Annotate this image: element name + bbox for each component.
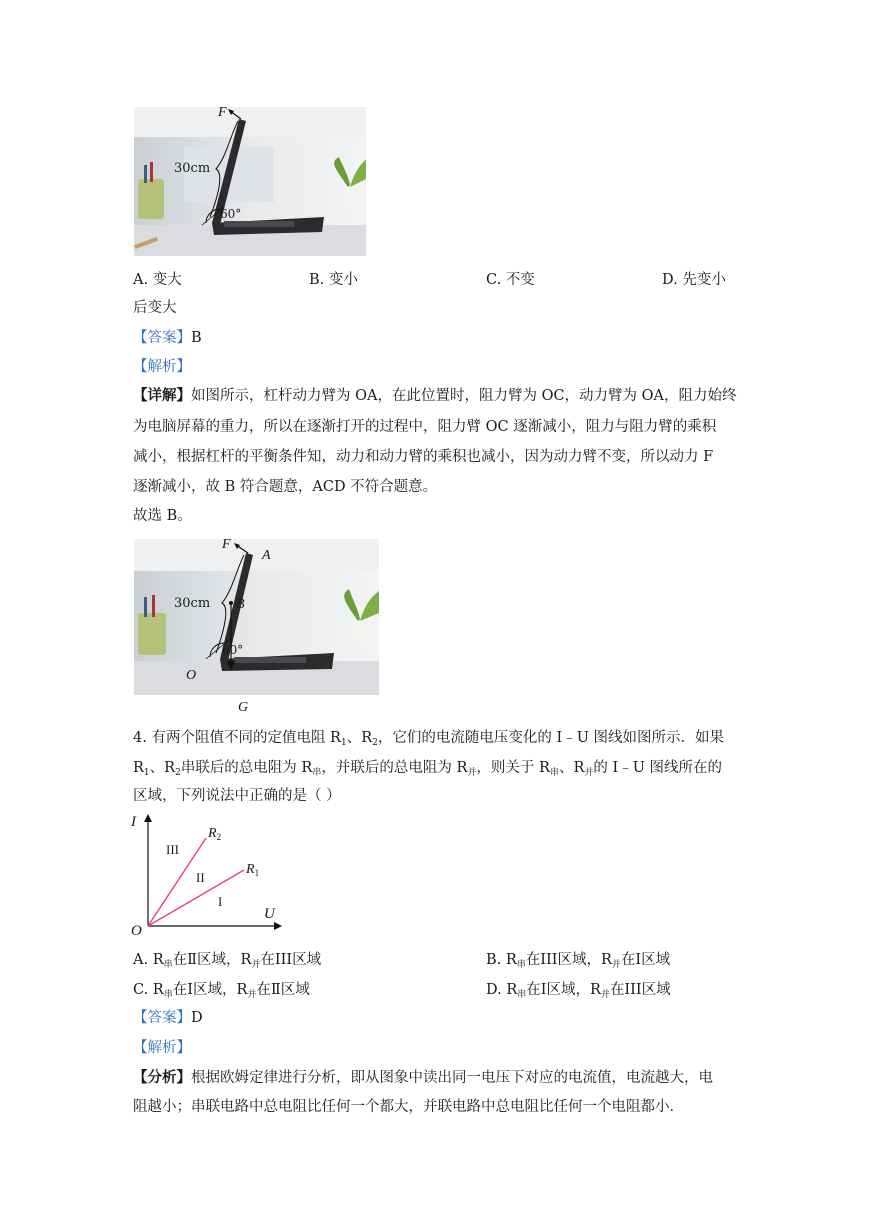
answer-value: B: [191, 330, 202, 346]
q4-answer-value: D: [191, 1010, 203, 1026]
q4-option-b: B. $R_串$在III区域，$R_并$在Ⅰ区域: [486, 952, 671, 970]
y-axis-label: I: [131, 814, 136, 830]
detail-tag: 【详解】: [133, 387, 191, 404]
iu-graph: [128, 812, 288, 942]
origin-label: O: [131, 923, 142, 939]
q4-analysis-label: 【分析】: [133, 1069, 191, 1086]
laptop-photo-2: [134, 539, 379, 721]
q4-analysis-line-2: 阻越小；串联电路中总电阻比任何一个都大，并联电路中总电阻比任何一个电阻都小．: [133, 1099, 684, 1115]
r1-label: $R_1$: [246, 862, 260, 878]
q4-analysis-line-1: 【分析】根据欧姆定律进行分析，即从图象中读出同一电压下对应的电流值，电流越大，电: [133, 1069, 713, 1086]
option-a: A. 变大: [133, 272, 182, 288]
angle-label-2: 60°: [222, 643, 244, 657]
analysis-tag: 【解析】: [133, 359, 191, 375]
force-label-2: F: [222, 537, 231, 552]
detail-line-3: 减小，根据杠杆的平衡条件知，动力和动力臂的乘积也减小，因为动力臂不变，所以动力 F: [133, 449, 714, 465]
detail-line-4: 逐渐减小，故 B 符合题意，ACD 不符合题意。: [133, 479, 438, 495]
r2-label: $R_2$: [208, 826, 222, 842]
x-axis-arrow: [274, 922, 282, 930]
q4-answer-tag: 【答案】: [133, 1010, 191, 1026]
detail-line-1: 【详解】如图所示，杠杆动力臂为 OA，在此位置时，阻力臂为 OC，动力臂为 OA，阻力始终: [133, 387, 737, 404]
x-axis-label: U: [264, 906, 275, 922]
q4-answer-line: [133, 1008, 203, 1028]
length-label: 30cm: [174, 161, 211, 176]
angle-label: 60°: [220, 207, 242, 221]
point-o-label: O: [186, 668, 197, 683]
force-label: F: [218, 107, 227, 120]
q4-line-2: $R_1$、$R_2$串联后的总电阻为 $R_串$，并联后的总电阻为 $R_并$，则关于 $R_串$、$R_并$的 I﹣U 图线所在的: [133, 760, 723, 778]
length-label-2: 30cm: [174, 596, 211, 611]
region-2-label: II: [196, 870, 205, 885]
option-b: B. 变小: [309, 272, 358, 288]
option-c: C. 不变: [486, 272, 535, 288]
point-b-label: B: [236, 597, 245, 612]
q4-analysis-tag: 【解析】: [133, 1040, 191, 1056]
option-d: D. 先变小: [662, 272, 726, 288]
region-1-label: I: [218, 894, 223, 909]
gravity-label: G: [238, 700, 249, 715]
answer-line: [133, 328, 202, 348]
region-3-label: III: [166, 842, 179, 857]
q4-option-c: C. $R_串$在Ⅰ区域，$R_并$在Ⅱ区域: [133, 982, 310, 1000]
laptop-photo-1: [134, 107, 366, 256]
y-axis-arrow: [144, 814, 152, 822]
q4-line-1: 4. 有两个阻值不同的定值电阻 $R_1$、$R_2$，它们的电流随电压变化的 I﹣U 图线如图所示．如果: [133, 730, 725, 748]
detail-line-2: 为电脑屏幕的重力，所以在逐渐打开的过程中，阻力臂 OC 逐渐减小，阻力与阻力臂的乘积: [133, 419, 717, 435]
detail-line-5: 故选 B。: [133, 508, 192, 524]
option-d-continuation: 后变大: [133, 300, 177, 316]
point-a-label: A: [262, 548, 271, 563]
q4-option-a: A. $R_串$在Ⅱ区域，$R_并$在III区域: [133, 952, 322, 970]
q4-line-3: 区域，下列说法中正确的是（ ）: [133, 788, 341, 804]
answer-tag: 【答案】: [133, 330, 191, 346]
q4-option-d: D. $R_串$在Ⅰ区域，$R_并$在III区域: [486, 982, 671, 1000]
